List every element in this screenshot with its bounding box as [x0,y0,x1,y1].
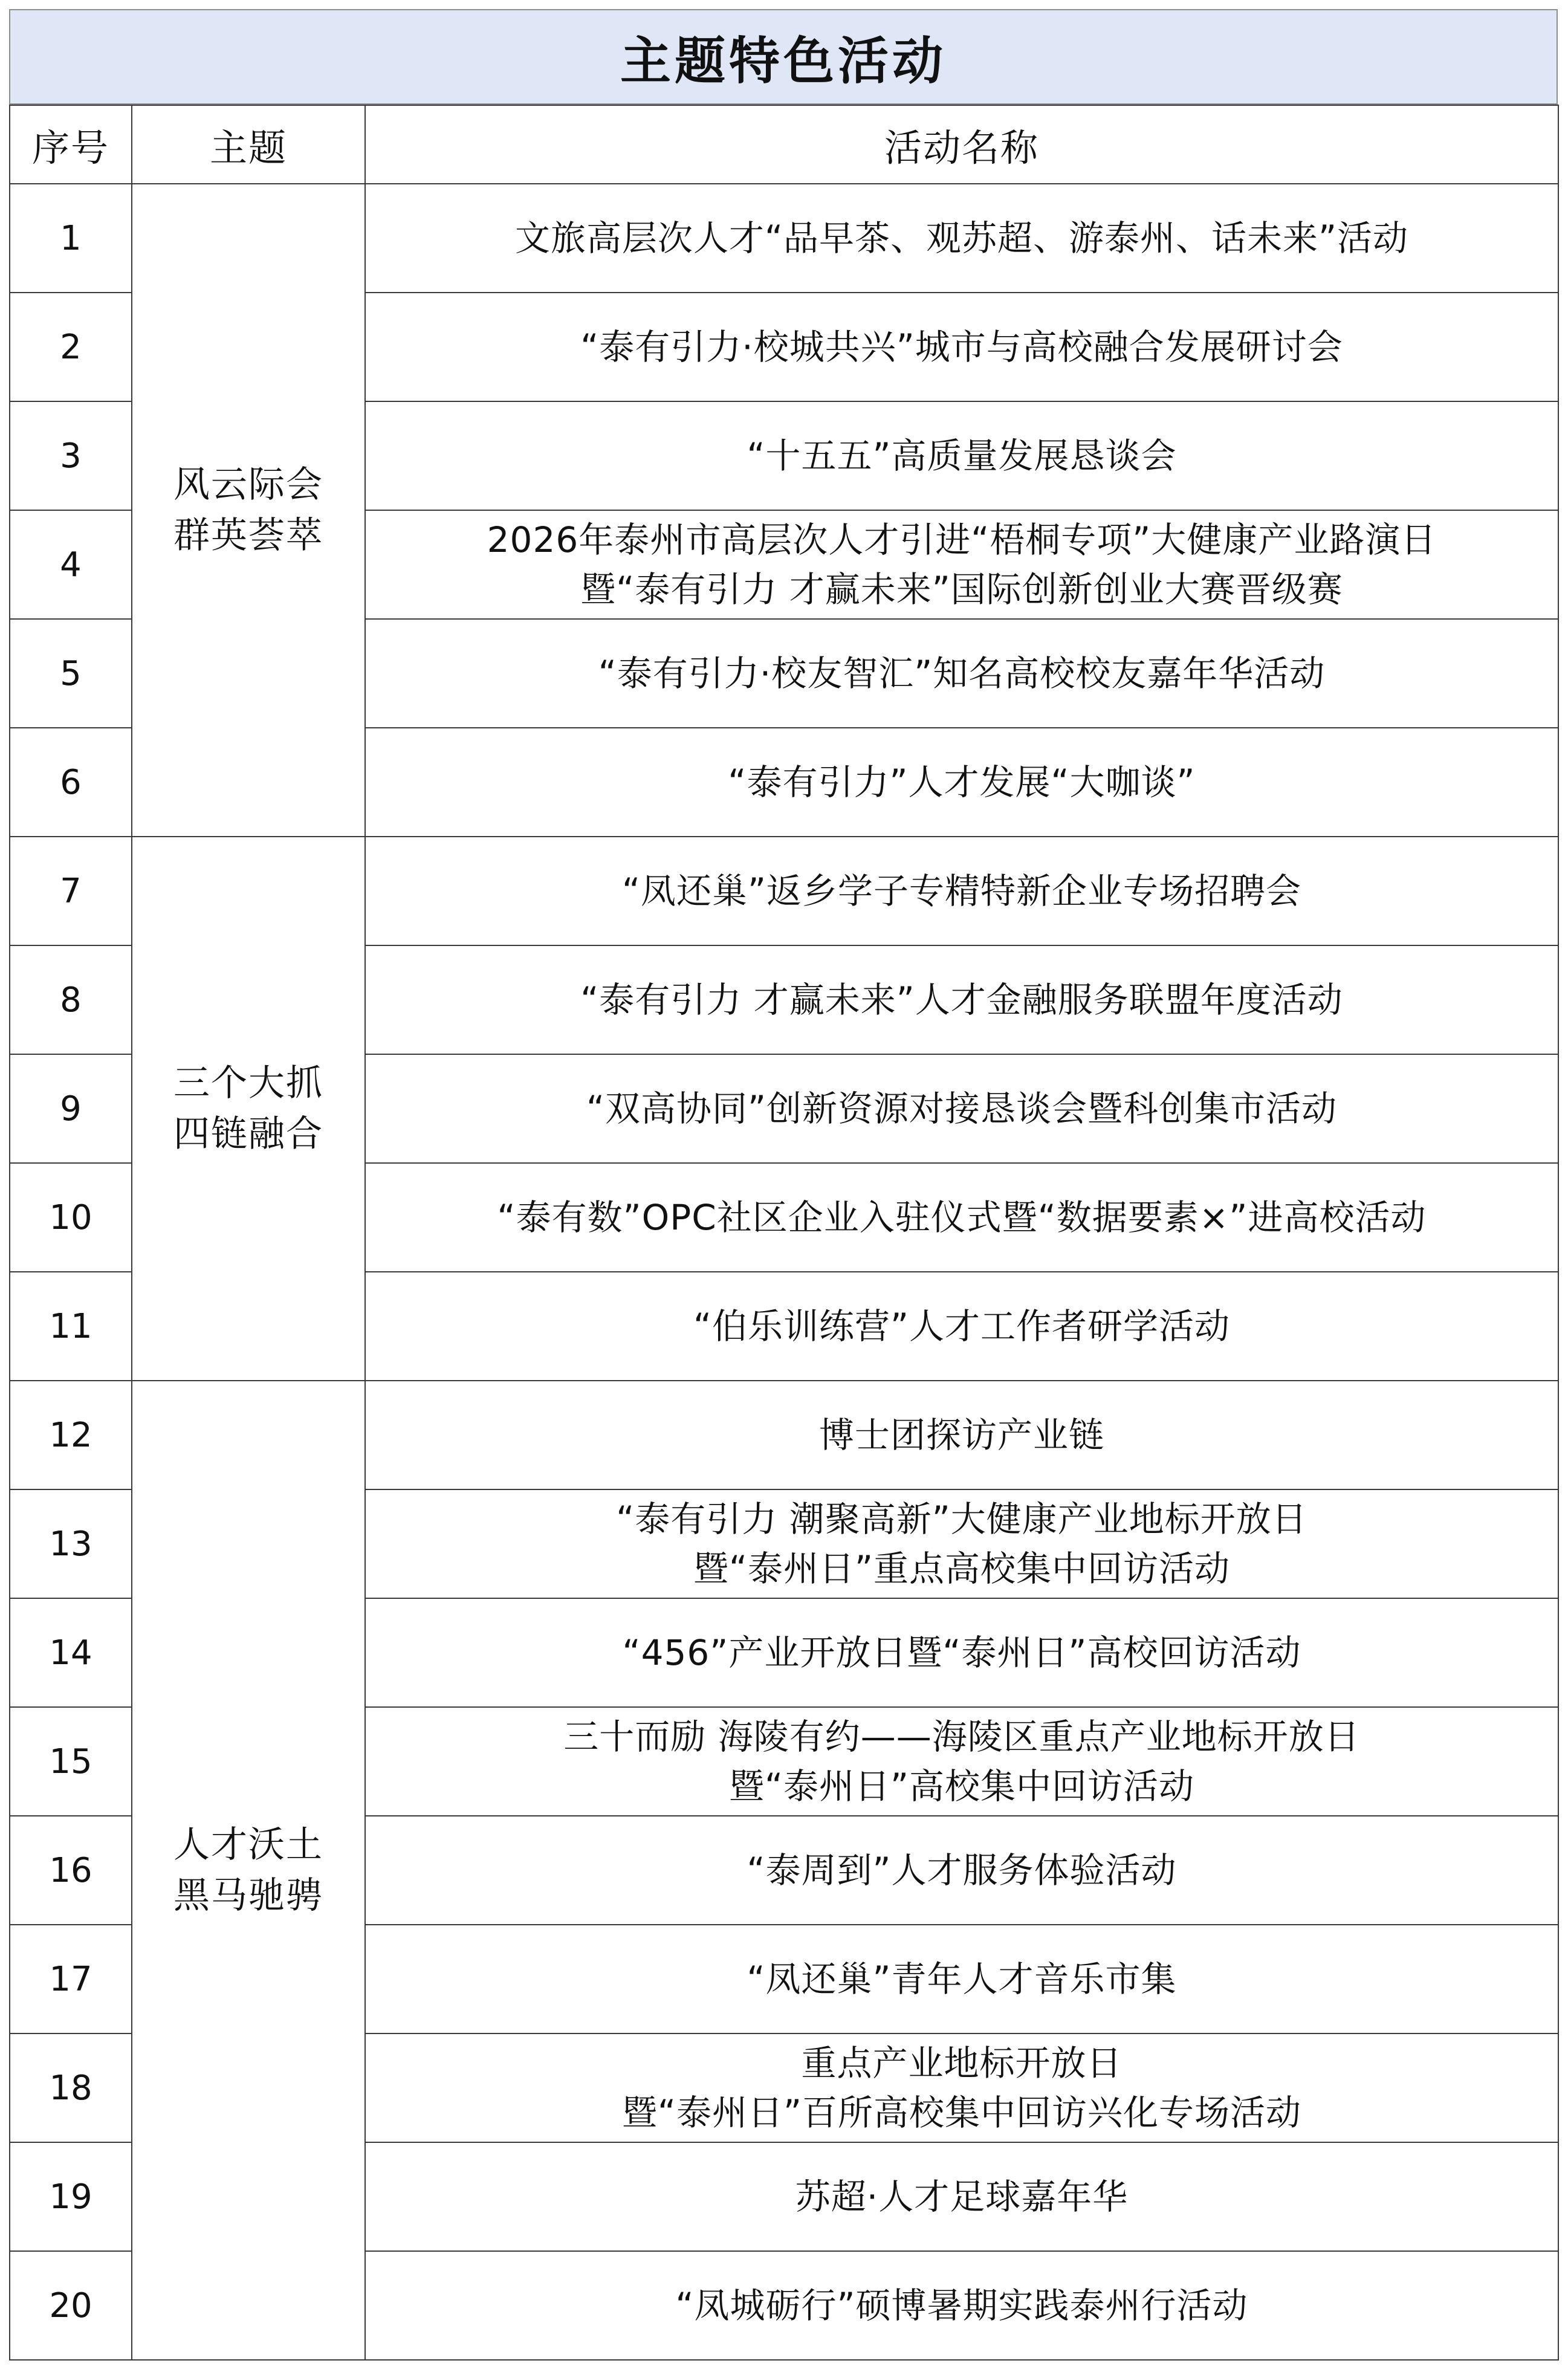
activity-line: 暨“泰州日”高校集中回访活动 [728,1766,1195,1807]
activity-name [365,945,1558,1054]
table-row [10,1381,1558,1489]
row-index: 19 [10,2142,132,2251]
activity-line: “伯乐训练营”人才工作者研学活动 [693,1306,1231,1347]
row-index: 3 [10,401,132,510]
activity-line: 2026年泰州市高层次人才引进“梧桐专项”大健康产业路演日 [487,519,1437,560]
activity-name [365,1816,1558,1925]
theme-label: 四链融合 [173,1113,323,1155]
activity-line: 暨“泰州日”百所高校集中回访兴化专场活动 [621,2092,1302,2133]
activity-line: 暨“泰州日”重点高校集中回访活动 [693,1548,1231,1589]
activity-line: 苏超·人才足球嘉年华 [795,2176,1129,2217]
activity-line: “泰有引力 潮聚高新”大健康产业地标开放日 [616,1499,1307,1540]
table-row [10,184,1558,293]
theme-cell [132,1381,365,2360]
row-index: 7 [10,837,132,945]
activity-name [365,2033,1558,2142]
theme-label: 群英荟萃 [173,514,323,557]
activity-line: “泰有引力·校城共兴”城市与高校融合发展研讨会 [580,326,1343,368]
activity-line: 三十而励 海陵有约——海陵区重点产业地标开放日 [563,1716,1360,1757]
activity-name [365,619,1558,728]
activity-name [365,184,1558,293]
row-index: 14 [10,1598,132,1707]
activity-line: 暨“泰有引力 才赢未来”国际创新创业大赛晋级赛 [580,569,1343,610]
activity-line: “泰有引力”人才发展“大咖谈” [728,762,1196,803]
activity-name [365,1272,1558,1381]
theme-label: 人才沃土 [173,1824,323,1866]
row-index: 10 [10,1163,132,1272]
row-index: 13 [10,1489,132,1598]
activity-name [365,1598,1558,1707]
row-index: 11 [10,1272,132,1381]
activity-line: 重点产业地标开放日 [801,2043,1123,2084]
activity-name [365,1054,1558,1163]
activity-name [365,2142,1558,2251]
activity-name [365,1707,1558,1816]
row-index: 8 [10,945,132,1054]
page-title: 主题特色活动 [9,9,1558,105]
row-index: 17 [10,1925,132,2033]
table-row [10,837,1558,945]
row-index: 4 [10,510,132,619]
activity-line: “泰有引力·校友智汇”知名高校校友嘉年华活动 [598,653,1326,694]
activity-line: “凤还巢”返乡学子专精特新企业专场招聘会 [621,870,1302,912]
activity-name [365,510,1558,619]
activity-line: “凤还巢”青年人才音乐市集 [747,1959,1177,2000]
activity-name [365,1163,1558,1272]
row-index: 1 [10,184,132,293]
activity-line: “泰有引力 才赢未来”人才金融服务联盟年度活动 [580,979,1343,1020]
row-index: 18 [10,2033,132,2142]
row-index: 20 [10,2251,132,2360]
activity-name [365,401,1558,510]
header-theme: 主题 [132,105,365,184]
row-index: 9 [10,1054,132,1163]
activity-name [365,293,1558,401]
activity-name [365,1925,1558,2033]
activity-name [365,2251,1558,2360]
activity-name [365,1489,1558,1598]
table-header-row [10,105,1558,184]
activity-name [365,837,1558,945]
activity-line: “456”产业开放日暨“泰州日”高校回访活动 [622,1632,1301,1673]
activity-line: “双高协同”创新资源对接恳谈会暨科创集市活动 [586,1088,1338,1129]
row-index: 2 [10,293,132,401]
theme-label: 三个大抓 [173,1062,323,1104]
row-index: 12 [10,1381,132,1489]
row-index: 15 [10,1707,132,1816]
activity-line: “十五五”高质量发展恳谈会 [747,435,1177,476]
row-index: 5 [10,619,132,728]
theme-label: 黑马驰骋 [173,1875,323,1917]
activity-line: “泰有数”OPC社区企业入驻仪式暨“数据要素×”进高校活动 [497,1197,1427,1238]
activity-line: “泰周到”人才服务体验活动 [747,1850,1177,1891]
activity-name [365,1381,1558,1489]
header-activity: 活动名称 [365,105,1558,184]
activity-line: “凤城砺行”硕博暑期实践泰州行活动 [675,2285,1248,2326]
row-index: 16 [10,1816,132,1925]
activity-line: 文旅高层次人才“品早茶、观苏超、游泰州、话未来”活动 [514,218,1409,259]
activity-table [9,105,1559,2361]
row-index: 6 [10,728,132,837]
theme-label: 风云际会 [173,464,323,506]
theme-cell [132,837,365,1381]
activity-line: 博士团探访产业链 [818,1414,1104,1456]
header-index: 序号 [10,105,132,184]
activity-name [365,728,1558,837]
theme-cell [132,184,365,837]
activity-sheet [9,9,1558,2364]
